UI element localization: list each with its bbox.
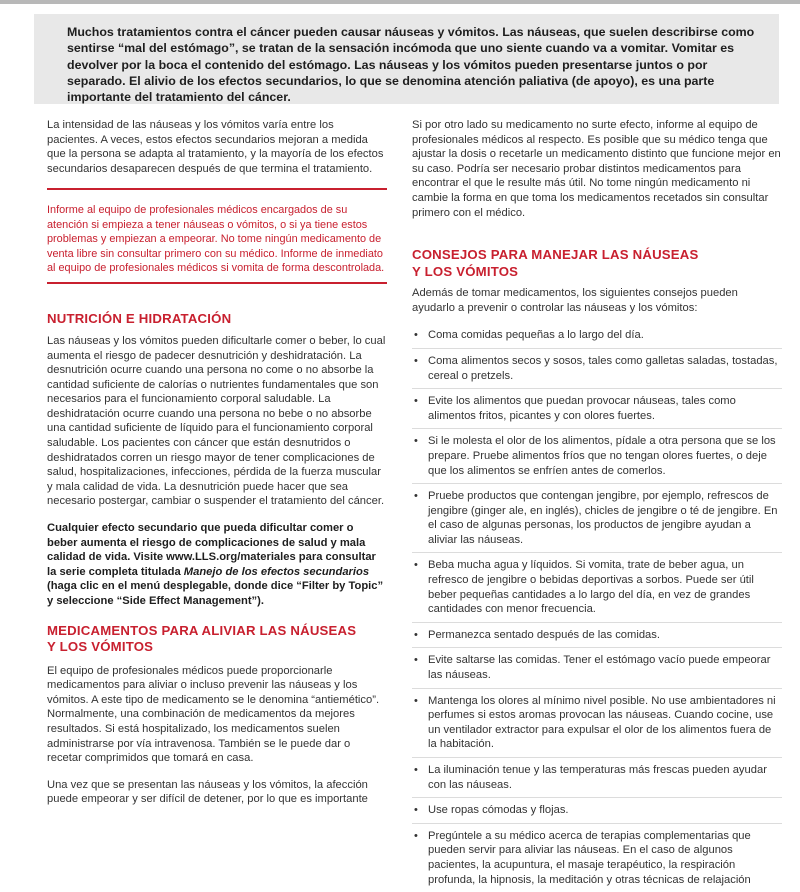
medications-paragraph: El equipo de profesionales médicos puede proporcionarle medicamentos para aliviar o incluso prevenir las náuseas y los vómitos. A este tipo de medicamento se le denomina “antiemético”. Normalmente, una combinación de medicamentos da mejores resultados. Si está hospitalizado, los medicamentos suelen administrarse por vía intravenosa. También se le puede dar o recetar comprimidos que tomará en casa. [47,664,380,765]
closing-paragraph: Una vez que se presentan las náuseas y los vómitos, la afección puede empeorar y ser difícil de detener, por lo que es importante [47,778,368,806]
alert-text: Informe al equipo de profesionales médicos encargados de su atención si empieza a tener náuseas o vómitos, o si ya tiene estos problemas y empiezan a empeorar. No tome ningún medicamento de venta libre sin consultar primero con su médico. Informe de inmediato al equipo de profesionales médicos si vomita de forma descontrolada. [47,204,385,274]
tip-text: Si le molesta el olor de los alimentos, pídale a otra persona que se los prepare. Pruebe alimentos fríos que no tengan olores fuertes, o deje que los alimentos se enfríen antes de comerlos. [428,435,776,477]
tips-heading-line2: Y LOS VÓMITOS [412,263,519,279]
list-item [412,323,782,348]
list-item [412,622,782,648]
tip-text: Use ropas cómodas y flojas. [428,804,569,817]
tip-text: Pruebe productos que contengan jengibre, por ejemplo, refrescos de jengibre (ginger ale, en inglés), chicles de jengibre o té de jengibre. En el caso de algunas personas, los productos de jengibre ayudan a aliviar las náuseas. [428,490,778,546]
tips-list [412,323,782,892]
list-item [412,797,782,823]
bullet-icon: • [414,329,418,342]
bullet-icon: • [414,694,418,707]
tip-text: Beba mucha agua y líquidos. Si vomita, trate de beber agua, un refresco de jengibre o bebidas deportivas a sorbos. Puede ser útil beber pequeñas cantidades a lo largo del día, en vez de grandes cantidades con menor frecuencia. [428,559,754,616]
bullet-icon: • [414,354,418,367]
side-effects-notice [47,521,387,609]
list-item [412,483,782,552]
list-item [412,348,782,388]
nutrition-heading: NUTRICIÓN E HIDRATACIÓN [47,311,232,327]
left-column [47,118,387,807]
nutrition-paragraph: Las náuseas y los vómitos pueden dificultarle comer o beber, lo cual aumenta el riesgo de padecer desnutrición y deshidratación. La desnutrición ocurre cuando una persona no come o no absorbe la cantidad suficiente de calorías o nutrientes fundamentales que son necesarios para el funcionamiento corporal saludable. La deshidratación ocurre cuando una persona no bebe o no absorbe una cantidad suficiente de líquido para el funcionamiento corporal saludable. Los pacientes con cáncer que están desnutridos o deshidratados corren un riesgo mayor de tener complicaciones de salud, hospitalizaciones, infecciones, pérdida de la fuerza muscular y mala calidad de vida. La desnutrición puede hacer que sea necesario postergar, cambiar o suspender el tratamiento del cáncer. [47,334,386,508]
intensity-paragraph: La intensidad de las náuseas y los vómitos varía entre los pacientes. A veces, estos efectos secundarios mejoran a medida que la persona se adapta al tratamiento, y la mayoría de los efectos secundarios desaparecen después de que termina el tratamiento. [47,119,384,175]
bullet-icon: • [414,628,418,641]
medications-heading [47,623,387,656]
tip-text: Coma alimentos secos y sosos, tales como galletas saladas, tostadas, cereal o pretzels. [428,354,778,382]
intro-callout-box [34,14,779,104]
list-item [412,757,782,797]
bullet-icon: • [414,829,418,842]
medications-heading-line1: MEDICAMENTOS PARA ALIVIAR LAS NÁUSEAS [47,622,357,638]
tip-text: La iluminación tenue y las temperaturas más frescas pueden ayudar con las náuseas. [428,764,767,791]
tip-text: Evite saltarse las comidas. Tener el estómago vacío puede empeorar las náuseas. [428,654,771,682]
bullet-icon: • [414,435,418,448]
tip-text: Pregúntele a su médico acerca de terapias complementarias que pueden servir para aliviar las náuseas. En el caso de algunos pacientes, la acupuntura, el masaje terapéutico, la respiración profunda, la hipnosis, la meditación y otras técnicas de relajación [428,829,751,886]
series-title: Manejo de los efectos secundarios [183,565,370,578]
list-item [412,823,782,892]
tip-text: Evite los alimentos que puedan provocar náuseas, tales como alimentos fritos, picantes y con olores fuertes. [428,395,736,422]
notice-text-b: (haga clic en el menú desplegable, donde dice “Filter by Topic” y seleccione “Side Effect Management”). [47,580,384,607]
bullet-icon: • [414,559,418,572]
medications-heading-line2: Y LOS VÓMITOS [47,639,154,655]
intro-text: Muchos tratamientos contra el cáncer pueden causar náuseas y vómitos. Las náuseas, que suelen describirse como sentirse “mal del estómago”, se tratan de la sensación incómoda que uno siente cuando va a vomitar. Vomitar es devolver por la boca el contenido del estómago. Las náuseas y los vómitos pueden presentarse juntos o por separado. El alivio de los efectos secundarios, lo que se denomina atención paliativa (de apoyo), es una parte importante del tratamiento del cáncer. [67,25,755,105]
top-divider [0,0,800,4]
medication-adjust-paragraph: Si por otro lado su medicamento no surte efecto, informe al equipo de profesionales médicos al respecto. Es posible que su médico tenga que ajustar la dosis o recetarle un medicamento distinto que funcione mejor en su caso. Podría ser necesario probar distintos medicamentos para encontrar el que le resulte más útil. No tome ningún medicamento ni cambie la forma en que toma los medicamentos recetados sin consultar primero con el médico. [412,119,781,219]
tips-intro: Además de tomar medicamentos, los siguientes consejos pueden ayudarlo a prevenir o controlar las náuseas y los vómitos: [412,287,738,314]
list-item [412,688,782,757]
tips-heading-line1: CONSEJOS PARA MANEJAR LAS NÁUSEAS [412,247,699,263]
bullet-icon: • [414,804,418,817]
bullet-icon: • [414,764,418,776]
notice-text-a: Cualquier efecto secundario que pueda dificultar comer o beber aumenta el riesgo de complicaciones de salud y mala calidad de vida. Visite www.LLS.org/materiales para consultar la serie completa titulada [47,522,376,578]
bullet-icon: • [414,395,418,408]
tips-heading [412,247,782,280]
list-item [412,428,782,483]
list-item [412,647,782,687]
alert-bottom-rule [47,282,387,284]
right-column [412,118,782,892]
bullet-icon: • [414,490,418,503]
alert-top-rule [47,188,387,190]
tip-text: Mantenga los olores al mínimo nivel posible. No use ambientadores ni perfumes si estos aromas provocan las náuseas. Cuando cocine, use un ventilador extractor para expulsar el olor de los alimentos fuera de la habitación. [428,694,776,751]
tip-text: Coma comidas pequeñas a lo largo del día. [428,329,644,342]
bullet-icon: • [414,654,418,667]
list-item [412,388,782,428]
tip-text: Permanezca sentado después de las comidas. [428,628,660,641]
list-item [412,552,782,621]
